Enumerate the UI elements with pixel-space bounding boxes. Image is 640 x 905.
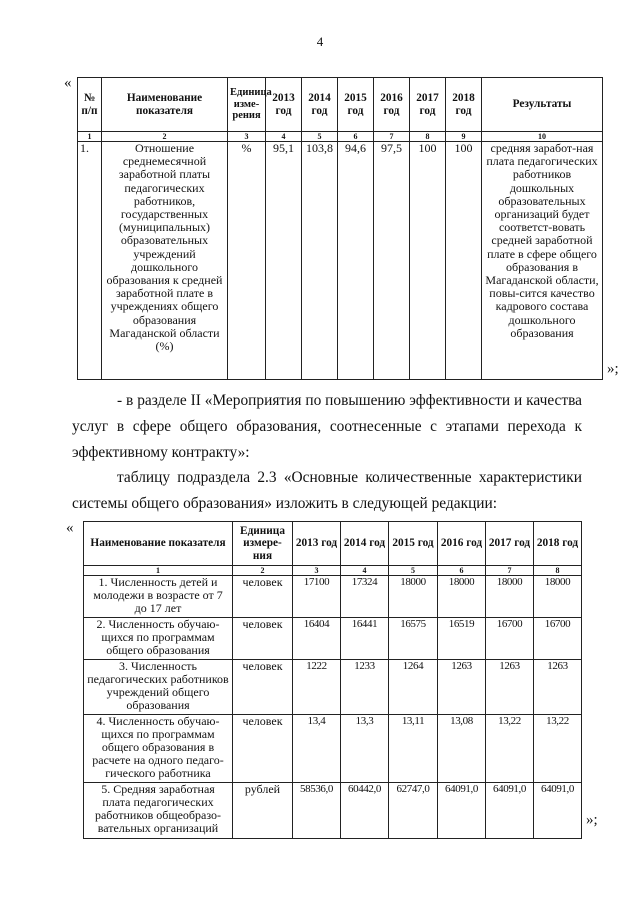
value-2014: 60442,0 [341,783,389,839]
table1-header-cell: 2018 год [446,78,482,132]
value-2014: 13,3 [341,715,389,783]
column-number: 1 [84,566,233,576]
value-2013: 1222 [293,660,341,715]
indicator-name: 4. Численность обучаю-щихся по программам общего образования в расчете на одного педаго-гического работника [84,715,233,783]
value-2015: 1264 [389,660,438,715]
table1-header-cell: 2013 год [266,78,302,132]
value-2014: 103,8 [302,142,338,380]
value-2015: 13,11 [389,715,438,783]
column-number: 7 [374,132,410,142]
table2-header-cell: 2016 год [438,522,486,566]
indicator-name: 3. Численность педагогических работников учреждений общего образования [84,660,233,715]
table1-header-cell: Единица изме-рения [228,78,266,132]
unit: человек [233,618,293,660]
value-2018: 16700 [534,618,582,660]
column-number: 8 [410,132,446,142]
value-2018: 100 [446,142,482,380]
indicator-name: 5. Средняя заработная плата педагогических работников общеобразо-вательных организаций [84,783,233,839]
unit: человек [233,576,293,618]
table1-closing-quote: »; [607,361,619,377]
value-2017: 18000 [486,576,534,618]
indicator-name: 1. Численность детей и молодежи в возрасте от 7 до 17 лет [84,576,233,618]
value-2018: 64091,0 [534,783,582,839]
value-2018: 18000 [534,576,582,618]
paragraph-section-change: - в разделе II «Мероприятия по повышению эффективности и качества услуг в сфере общего образования, соотнесенные с этапами перехода к эффективному контракту»: [72,392,582,461]
value-2016: 64091,0 [438,783,486,839]
column-number: 3 [228,132,266,142]
column-number: 5 [302,132,338,142]
paragraph-table-instruction: таблицу подраздела 2.3 «Основные количественные характеристики системы общего образования» изложить в следующей редакции: [72,469,582,512]
column-number: 3 [293,566,341,576]
value-2016: 16519 [438,618,486,660]
unit: % [228,142,266,380]
value-2018: 1263 [534,660,582,715]
table2-header-cell: 2018 год [534,522,582,566]
value-2015: 62747,0 [389,783,438,839]
table1-header-cell: 2015 год [338,78,374,132]
value-2015: 16575 [389,618,438,660]
value-2016: 13,08 [438,715,486,783]
result: средняя заработ-ная плата педагогических работников дошкольных образовательных организаций будет соответст-вовать средней заработной плате в сфере общего образования в Магаданской области, повы-сится качество кадрового состава дошкольного образования [482,142,603,380]
table-row [78,142,603,380]
column-number: 4 [266,132,302,142]
table-row [84,783,582,839]
value-2013: 16404 [293,618,341,660]
column-number: 4 [341,566,389,576]
table1-column-numbers-row [78,132,603,142]
value-2017: 64091,0 [486,783,534,839]
value-2017: 13,22 [486,715,534,783]
column-number: 7 [486,566,534,576]
value-2016: 18000 [438,576,486,618]
table-row [84,715,582,783]
table1-header-cell: 2014 год [302,78,338,132]
indicator-table-2 [83,521,582,839]
column-number: 9 [446,132,482,142]
value-2013: 17100 [293,576,341,618]
table-row [84,618,582,660]
value-2018: 13,22 [534,715,582,783]
unit: рублей [233,783,293,839]
value-2017: 1263 [486,660,534,715]
column-number: 5 [389,566,438,576]
column-number: 6 [438,566,486,576]
table2-header-cell: 2015 год [389,522,438,566]
value-2013: 95,1 [266,142,302,380]
indicator-name: 2. Численность обучаю-щихся по программам общего образования [84,618,233,660]
unit: человек [233,715,293,783]
value-2017: 100 [410,142,446,380]
table1-header-cell: Результаты [482,78,603,132]
value-2017: 16700 [486,618,534,660]
value-2014: 17324 [341,576,389,618]
table1-header-row [78,78,603,132]
indicator-table-1 [77,77,603,380]
value-2015: 18000 [389,576,438,618]
table2-header-cell: 2017 год [486,522,534,566]
value-2014: 16441 [341,618,389,660]
table1-header-cell: 2017 год [410,78,446,132]
column-number: 8 [534,566,582,576]
indicator-name: Отношение среднемесячной заработной платы педагогических работников, государственных (муниципальных) образовательных учреждений дошкольного образования к средней заработной плате в учреждениях общего образования Магаданской области (%) [102,142,228,380]
row-number: 1. [78,142,102,380]
table1-header-cell: Наименование показателя [102,78,228,132]
page-number: 4 [316,34,324,49]
table2-header-cell: Наименование показателя [84,522,233,566]
table2-column-numbers-row [84,566,582,576]
column-number: 6 [338,132,374,142]
value-2016: 97,5 [374,142,410,380]
value-2016: 1263 [438,660,486,715]
value-2015: 94,6 [338,142,374,380]
table1-opening-quote: « [64,75,72,91]
value-2013: 13,4 [293,715,341,783]
table2-header-row [84,522,582,566]
column-number: 10 [482,132,603,142]
column-number: 2 [233,566,293,576]
table2-opening-quote: « [66,520,74,536]
column-number: 2 [102,132,228,142]
value-2014: 1233 [341,660,389,715]
table2-header-cell: 2014 год [341,522,389,566]
table2-header-cell: 2013 год [293,522,341,566]
table-row [84,576,582,618]
table1-header-cell: 2016 год [374,78,410,132]
table1-header-cell: № п/п [78,78,102,132]
table-row [84,660,582,715]
unit: человек [233,660,293,715]
table2-closing-quote: »; [586,812,598,828]
value-2013: 58536,0 [293,783,341,839]
table2-header-cell: Единица измере-ния [233,522,293,566]
column-number: 1 [78,132,102,142]
